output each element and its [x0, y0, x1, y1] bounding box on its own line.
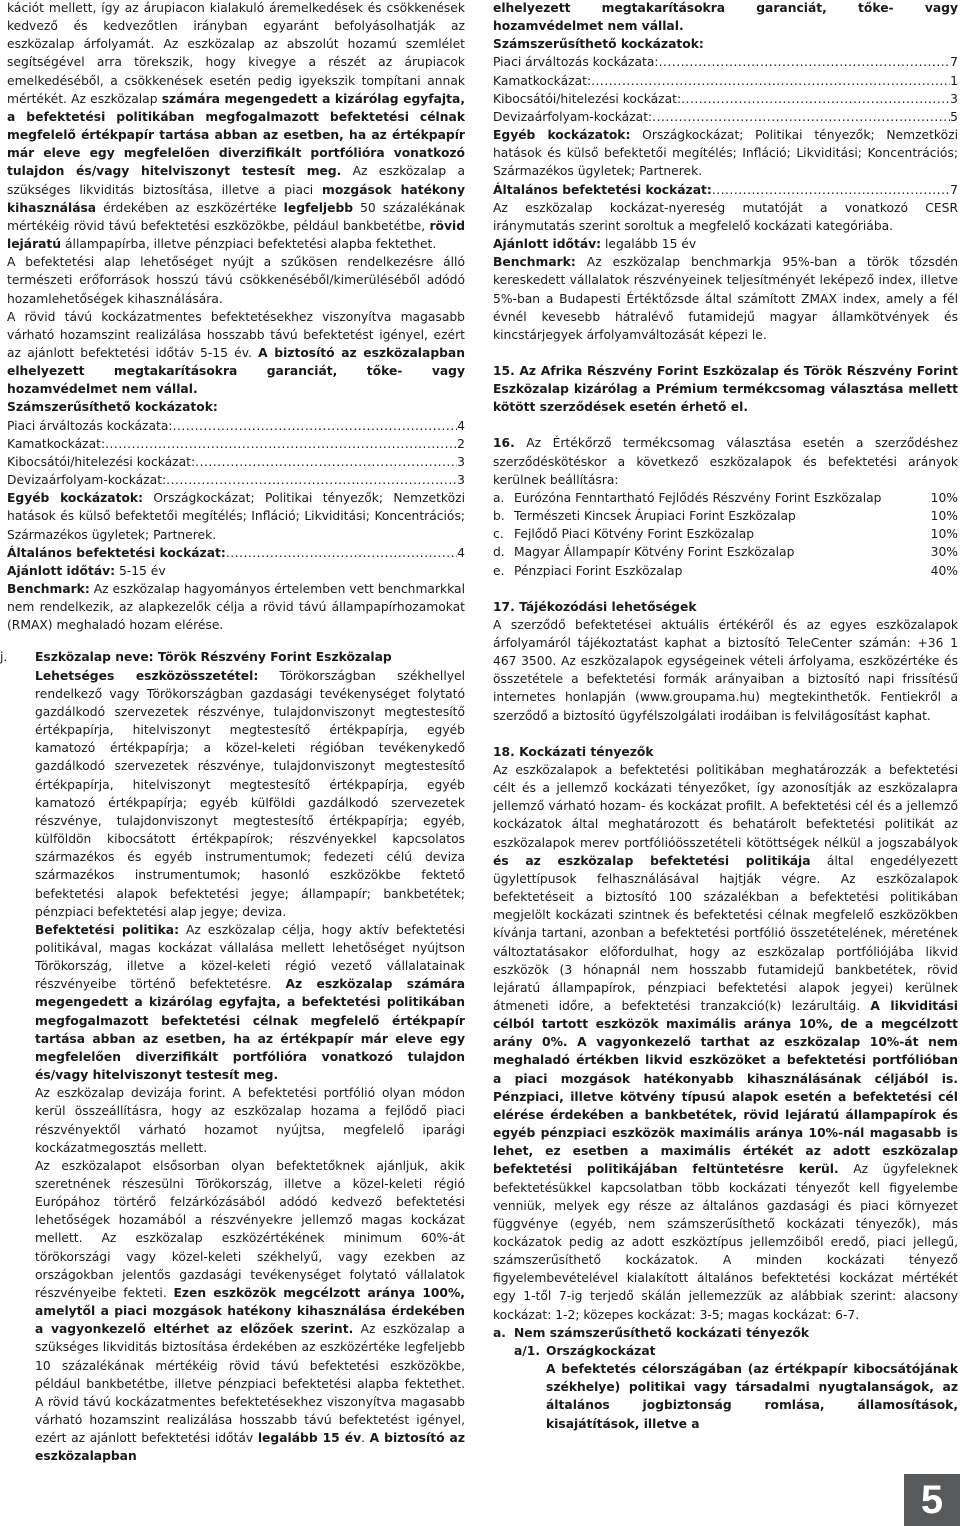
allocation-row: b. Természeti Kincsek Árupiaci Forint Eszközalap 10%: [493, 509, 958, 524]
investment-policy: Befektetési politika: Az eszközalap célja, hogy aktív befektetési politikával, magas kockázat vállalása mellett lehetőséget nyújtson Törökország, illetve a közel-keleti régió vezető vállalatainak részvényeibe történő befektetésre. Az eszközalap számára megengedett a kizárólag egyfajta, a befektetési politikában megfogalmazott befektetési célnak megfelelő értékpapír tartása abban az esetben, ha az értékpapír már eleve egy megfelelően diverzifikált portfólióra vonatkozó tulajdon és/vagy hitelviszonyt testesít meg.: [35, 922, 465, 1083]
section-17-text: A szerződő befektetései aktuális értékéről és az egyes eszközalapok árfolyamáról tájékoztatást kaphat a biztosító TeleCenter számán: +36 1 467 3500. Az eszközalapok egységeinek vételi árfolyama, eszközértéke és összetétele a befektetési formák arányaiban a biztosító napi frissítésű internetes honlapján (www.groupama.hu) megtekinthetők. Fentiekről a szerződő a biztosító ügyfélszolgálati irodáiban is felvilágosítást kaphat.: [493, 617, 958, 723]
instruments: Lehetséges eszközösszetétel: Törökországban székhellyel rendelkező vagy Törökországban gazdasági tevékenységet folytató gazdálkodó szervezetek részvénye, tulajdonviszonyt megtestesítő értékpapírja, hitelviszonyt megtestesítő értékpapírja, egyéb kamatozó értékpapírja; a közel-keleti régióban tevékenykedő gazdálkodó szervezetek részvénye, tulajdonviszonyt megtestesítő értékpapírja, hitelviszonyt megtestesítő értékpapírja, egyéb kamatozó értékpapírja; egyéb külföldi gazdálkodó szervezetek részvénye, tulajdonviszonyt megtestesítő értékpapírja; egyéb, külföldön kibocsátott értékpapírok; részvényekkel kapcsolatos származékos és egyéb instrumentumok; fedezeti célú deviza származékos instrumentumok; hasonló eszközökbe fektető befektetési alapok befektetési jegye; állampapír; bankbetétek; pénzpiaci befektetési alap jegye; deviza.: [35, 668, 465, 919]
risk-row: Devizaárfolyam-kockázat: ..... 5: [493, 108, 958, 126]
section-16: 16. Az Értékőrző termékcsomag választása esetén a szerződéshez szerződéskötéskor a következő eszközalapok és befektetési arányok kerülnek beállításra:: [493, 436, 958, 487]
currency-paragraph: Az eszközalap devizája forint. A befektetési portfólió olyan módon kerül összeállításra, hogy az eszközalap hozama a fejlődő piaci részvényektől várható hozamot nyújtsa, megfelelő iparági kockázatmegosztás mellett.: [35, 1086, 465, 1155]
risk-row: Kibocsátói/hitelezési kockázat: ..... 3: [493, 90, 958, 108]
country-risk-text: A befektetés célországában (az értékpapír kibocsátójának székhelye) politikai vagy társadalmi nyugtalanságok, az általános jogbiztonság romlása, államosítások, kisajátítások, illetve a: [546, 1362, 958, 1431]
other-risks: Egyéb kockázatok: Országkockázat; Politikai tényezők; Nemzetközi hatások és külső befektetői megítélés; Infláció; Likviditási; Koncentrációs; Származékos ügyletek; Partnerek.: [493, 128, 958, 179]
section-15: 15. Az Afrika Részvény Forint Eszközalap és Török Részvény Forint Eszközalap kizárólag a Prémium termékcsomag választása mellett kötött szerződések esetén érhető el.: [493, 363, 958, 415]
risk-row: Kibocsátói/hitelezési kockázat: ..... 3: [7, 453, 465, 471]
allocation-row: e. Pénzpiaci Forint Eszközalap 40%: [493, 563, 958, 578]
benchmark: Benchmark: Az eszközalap benchmarkja 95%-ban a török tőzsdén kereskedett vállalatok részvényeinek teljesítményét leképező index, illetve 5%-ban a Budapesti Értéktőzsde által számított ZMAX index, amely a fél évnél kevesebb hátralévő futamidejű magyar államkötvények és kincstárjegyek árfolyamváltozását képezi le.: [493, 255, 958, 342]
cesr-note: Az eszközalap kockázat-nyereség mutatóját a vonatkozó CESR iránymutatás szerint soroltuk a megfelelő kockázati kategóriába.: [493, 200, 958, 233]
quantifiable-risks-title: Számszerűsíthető kockázatok:: [7, 400, 218, 415]
fund-j-section: [0, 648, 465, 1465]
horizon-paragraph: A rövid távú kockázatmentes befektetésekhez viszonyítva magasabb várható hozamszint realizálása hosszabb távú befektetést igényel, ezért az ajánlott befektetési időtáv 5-15 év. A biztosító az eszközalapban elhelyezett megtakarításokra garanciát, tőke- vagy hozamvédelmet nem vállal.: [7, 309, 465, 397]
subsection-a: a. Nem számszerűsíthető kockázati tényezők: [493, 1325, 810, 1340]
subsection-a1: a/1. Országkockázat: [514, 1343, 656, 1358]
risk-row: Devizaárfolyam-kockázat: ..... 3: [7, 471, 465, 489]
allocation-row: d. Magyar Állampapír Kötvény Forint Eszközalap 30%: [493, 545, 958, 560]
section-17-title: 17. Tájékozódási lehetőségek: [493, 599, 697, 614]
risk-row: Piaci árváltozás kockázata: ..... 4: [7, 417, 465, 435]
risk-row: Kamatkockázat: ..... 2: [7, 435, 465, 453]
target-investors-paragraph: Az eszközalapot elsősorban olyan befektetőknek ajánljuk, akik szeretnének részesülni Törökország, illetve a közel-keleti régió Európához törtérő felzárkózásából adódó kedvező befektetési lehetőségek hozamából a részvényekre jellemző magas kockázat mellett. Az eszközalap eszközértékének minimum 60%-át törökországi vagy közel-keleti székhelyű, vagy ezekben az országokban jelentős gazdasági tevékenységet folytató vállalatok részvényeibe fekteti. Ezen eszközök megcélzott aránya 100%, amelytől a piaci mozgások hatékony kihasználása érdekében a vagyonkezelő eltérhet az előzőek szerint. Az eszközalap a szükséges likviditás biztosítása érdekében az eszközértéke legfeljebb 10 százalékának mértékéig rövid távú befektetési eszközökbe, például bankbetétbe, illetve pénzpiaci befektetési alapba fektethet. A rövid távú kockázatmentes befektetésekhez viszonyítva magasabb várható hozamszint realizálása hosszabb távú befektetést igényel, ezért az ajánlott befektetési időtáv legalább 15 év. A biztosító az eszközalapban: [35, 1158, 465, 1464]
right-column: [493, 0, 958, 1433]
recommended-horizon: Ajánlott időtáv: 5-15 év: [7, 563, 166, 578]
page-number: 5: [904, 1474, 960, 1526]
resources-paragraph: A befektetési alap lehetőséget nyújt a szűkösen rendelkezésre álló természeti erőforrások hosszú távú csökkenéséből/kimerüléséből adódó hozamlehetőségek kihasználására.: [7, 255, 465, 306]
benchmark: Benchmark: Az eszközalap hagyományos értelemben vett benchmarkkal nem rendelkezik, az alapkezelők célja a rövid távú állampapírhozamokat (RMAX) meghaladó hozam elérése.: [7, 582, 465, 633]
section-18-text: Az eszközalapok a befektetési politikában meghatározzák a befektetési célt és a jellemző kockázati tényezőket, így azonosítják az eszközalapra jellemző várható hozam- és kockázat profilt. A befektetési cél és a jellemző kockázatok által meghatározott és behatárolt befektetési politikát az eszközalapok merev portfólióösszetételi kötöttségek nélkül a jogszabályok és az eszközalap befektetési politikája által engedélyezett ügylettípusok felhasználásával hajtják végre. Az eszközalapok befektetéseit a biztosító 100 százalékban a befektetési politikában megjelölt kockázati szintnek és befektetési célnak megfelelő eszközökben kívánja tartani, azonban a befektetési portfólió összetételének, méretének változtatásakor előfordulhat, hogy az eszközalap portfóliójába likvid eszközök (3 hónapnál nem hosszabb futamidejű bankbetétek, rövid lejáratú állampapírok, pénzpiaci befektetési alapok jegyei) kerülnek átmeneti időre, a befektetési tranzakció(k) lezárultáig. A likviditási célból tartott eszközök maximális aránya 10%, de a megcélzott arány 0%. A vagyonkezelő tarthat az eszközalap 10%-át nem meghaladó értékben likvid eszközöket a befektetési portfólióban a piaci mozgások hatékonyabb kihasználásának céljából is. Pénzpiaci, illetve kötvény típusú alapok esetén a befektetési cél elérése érdekében a bankbetétek, rövid lejáratú állampapírok és egyéb pénzpiaci eszközök maximális aránya 10%-nál magasabb is lehet, ez esetben a maximális értékét az adott eszközalap befektetési politikájában feltüntetésre kerül. Az ügyfeleknek befektetésükkel kapcsolatban több kockázati tényezőt kell figyelembe venniük, melyek egy része az általános gazdasági és piaci környezet függvénye (egyéb, nem számszerűsíthető kockázati tényezők), más kockázatok pedig az adott eszköztípus jellemzőiből eredő, piaci jellegű, számszerűsíthető kockázatok. A minden kockázati tényező figyelembevételével kialakított általános befektetési kockázat mértékét egy 1-től 7-ig terjedő skálán jellemezzük az alábbiak szerint: alacsony kockázat: 1-2; közepes kockázat: 3-5; magas kockázat: 6-7.: [493, 762, 958, 1322]
allocation-row: a. Eurózóna Fenntartható Fejlődés Részvény Forint Eszközalap 10%: [493, 490, 958, 505]
section-marker: j.: [0, 650, 8, 665]
intro-paragraph: kációt mellett, így az árupiacon kialakuló áremelkedések és csökkenések kedvező és kedvezőtlen irányban egyaránt befolyásolhatják az eszközalap árfolyamát. Az eszközalap az abszolút hozamú szemlélet segítségével arra törekszik, hogy kivegye a részét az árupiacok emelkedéséből, a csökkenések esetén pedig igyekszik tompítani annak mértékét. Az eszközalap számára megengedett a kizárólag egyfajta, a befektetési politikában megfogalmazott befektetési célnak megfelelő értékpapír tartása abban az esetben, ha az értékpapír már eleve egy megfelelően diverzifikált portfólióra vonatkozó tulajdon és/vagy hitelviszonyt testesít meg. Az eszközalap a szükséges likviditás biztosítása, illetve a piaci mozgások hatékony kihasználása érdekében az eszközértéke legfeljebb 50 százalékának mértékéig rövid távú befektetési eszközökbe, például bankbetétbe, rövid lejáratú állampapírba, illetve pénzpiaci befektetési alapba fektethet.: [7, 1, 465, 252]
general-risk-row: Általános befektetési kockázat: ..... 4: [7, 544, 465, 562]
guarantee-note: elhelyezett megtakarításokra garanciát, tőke- vagy hozamvédelmet nem vállal.: [493, 1, 958, 34]
other-risks: Egyéb kockázatok: Országkockázat; Politikai tényezők; Nemzetközi hatások és külső befektetői megítélés; Infláció; Likviditási; Koncentrációs; Származékos ügyletek; Partnerek.: [7, 491, 465, 542]
general-risk-row: Általános befektetési kockázat: ..... 7: [493, 181, 958, 199]
risk-row: Piaci árváltozás kockázata: ..... 7: [493, 53, 958, 71]
left-column: [0, 0, 465, 1466]
section-18-title: 18. Kockázati tényezők: [493, 744, 654, 759]
fund-name: Eszközalap neve: Török Részvény Forint Eszközalap: [35, 650, 392, 665]
quantifiable-risks-title: Számszerűsíthető kockázatok:: [493, 37, 704, 52]
allocation-row: c. Fejlődő Piaci Kötvény Forint Eszközalap 10%: [493, 527, 958, 542]
risk-row: Kamatkockázat: ..... 1: [493, 72, 958, 90]
recommended-horizon: Ajánlott időtáv: legalább 15 év: [493, 237, 697, 252]
